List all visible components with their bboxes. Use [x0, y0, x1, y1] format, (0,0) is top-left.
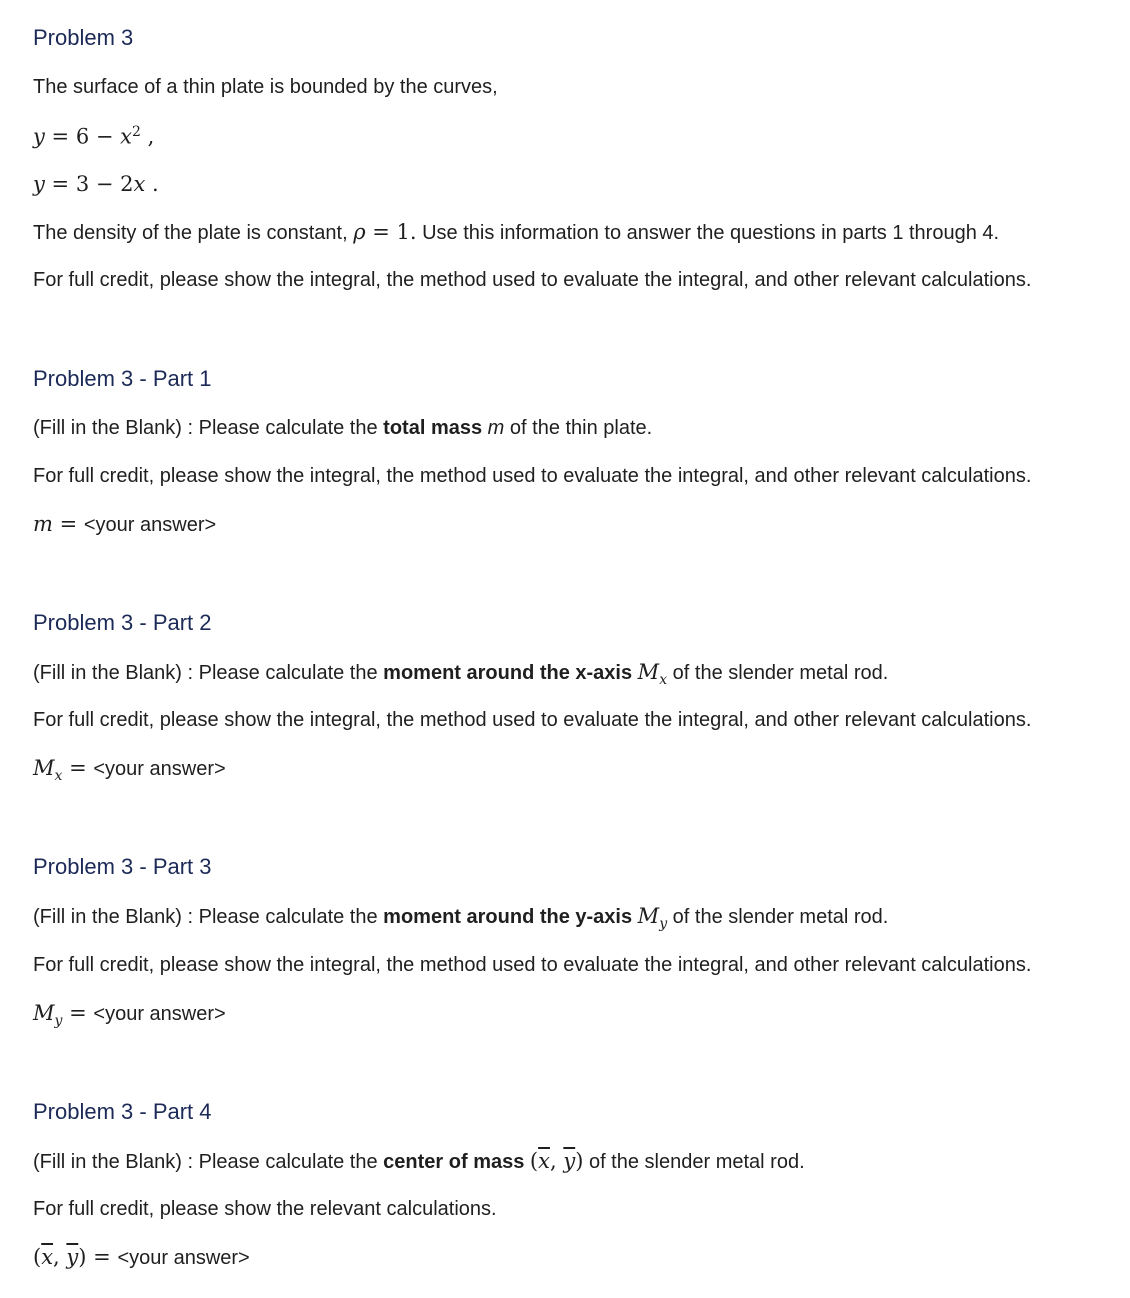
density-symbol: ρ	[353, 220, 366, 244]
part3-prefix: (Fill in the Blank) : Please calculate the	[33, 906, 384, 928]
density-statement	[33, 219, 999, 246]
density-value: = 1.	[365, 220, 417, 244]
part3-symbol: $M_y$	[637, 904, 668, 933]
part1-answer	[33, 511, 216, 538]
part4-symbol: ($\overline{x}$, $\overline{y}$)	[529, 1149, 584, 1173]
part4-title: Problem 3 - Part 4	[33, 1099, 212, 1124]
part3-question	[33, 903, 888, 937]
problem-credit-note: For full credit, please show the integral, the method used to evaluate the integral, and other relevant calculations.	[33, 269, 1032, 291]
part2-prefix: (Fill in the Blank) : Please calculate the	[33, 662, 384, 684]
curve-equation-1: $y = 6 - x^2$ ,	[33, 124, 155, 149]
curve1-lhs: y	[33, 124, 45, 149]
curve1-tail: ,	[140, 124, 155, 149]
part1-answer-label: m	[33, 512, 53, 536]
part4-question	[33, 1148, 805, 1175]
part3-answer-eq: =	[62, 1001, 94, 1025]
curve2-lhs: y	[33, 172, 45, 196]
part1-title: Problem 3 - Part 1	[33, 366, 212, 391]
part4-prefix: (Fill in the Blank) : Please calculate the	[33, 1151, 384, 1173]
curve1-rhs-const: 6 −	[75, 124, 121, 149]
curve-equation-2: y = 3 − 2x .	[33, 172, 159, 196]
part2-answer-label: $M_x$	[33, 756, 63, 785]
part2-bold: moment around the x-axis	[383, 662, 633, 684]
part1-credit-note: For full credit, please show the integral, the method used to evaluate the integral, and other relevant calculations.	[33, 465, 1032, 487]
part1-bold: total mass	[383, 417, 483, 439]
part2-question	[33, 659, 888, 693]
curve2-tail: .	[145, 172, 159, 196]
part3-answer	[33, 1000, 226, 1034]
part1-suffix: of the thin plate.	[504, 417, 653, 439]
part2-suffix: of the slender metal rod.	[667, 662, 889, 684]
part3-suffix: of the slender metal rod.	[667, 906, 889, 928]
part4-bold: center of mass	[383, 1151, 525, 1173]
part2-answer-eq: =	[62, 756, 94, 780]
part2-answer	[33, 755, 226, 789]
part3-answer-label: $M_y$	[33, 1001, 63, 1030]
part1-answer-eq: =	[52, 512, 84, 536]
part1-prefix: (Fill in the Blank) : Please calculate the	[33, 417, 384, 439]
part3-title: Problem 3 - Part 3	[33, 854, 212, 879]
part1-symbol: m	[487, 417, 505, 439]
part1-answer-input[interactable]: <your answer>	[83, 514, 217, 536]
density-before: The density of the plate is constant,	[33, 222, 354, 244]
part1-question	[33, 415, 652, 441]
curve2-rhs-var: x	[133, 172, 146, 196]
problem-title: Problem 3	[33, 25, 134, 50]
curve1-rhs-var: x	[120, 124, 132, 149]
part4-answer-input[interactable]: <your answer>	[117, 1247, 250, 1269]
part2-credit-note: For full credit, please show the integral, the method used to evaluate the integral, and other relevant calculations.	[33, 709, 1032, 731]
part4-answer-eq: =	[86, 1245, 118, 1269]
part4-answer	[33, 1244, 250, 1271]
part4-credit-note: For full credit, please show the relevant calculations.	[33, 1198, 497, 1220]
part2-symbol: $M_x$	[637, 660, 668, 689]
part3-credit-note: For full credit, please show the integral, the method used to evaluate the integral, and other relevant calculations.	[33, 954, 1032, 976]
part2-answer-input[interactable]: <your answer>	[93, 758, 226, 780]
part3-bold: moment around the y-axis	[383, 906, 633, 928]
curve1-exponent: 2	[131, 124, 141, 140]
density-after: Use this information to answer the questions in parts 1 through 4.	[416, 222, 1000, 244]
problem-intro: The surface of a thin plate is bounded by the curves,	[33, 76, 498, 98]
part2-title: Problem 3 - Part 2	[33, 610, 212, 635]
curve2-rhs-const: 3 − 2	[75, 172, 134, 196]
part3-answer-input[interactable]: <your answer>	[93, 1003, 226, 1025]
part4-answer-label: ($\overline{x}$, $\overline{y}$)	[33, 1245, 87, 1269]
part4-suffix: of the slender metal rod.	[583, 1151, 805, 1173]
